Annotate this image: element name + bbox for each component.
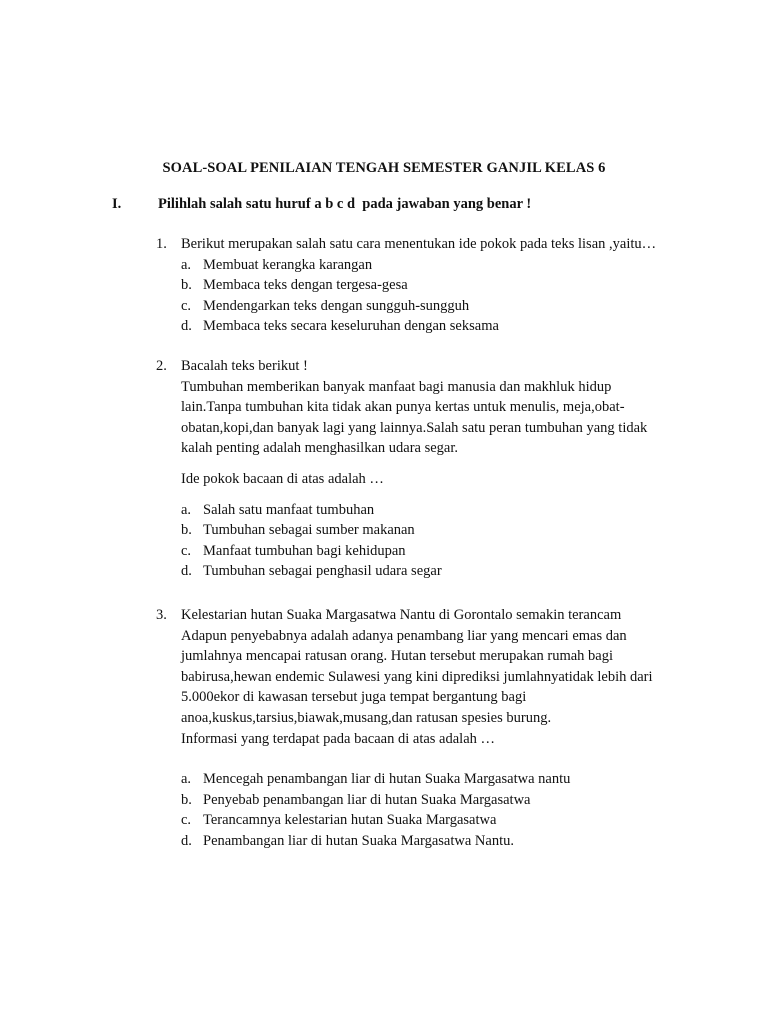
- question-number: 2.: [156, 358, 167, 374]
- section-number: I.: [112, 196, 122, 212]
- option-b[interactable]: [181, 790, 676, 811]
- option-c[interactable]: [181, 810, 676, 831]
- passage-line: Tumbuhan memberikan banyak manfaat bagi manusia dan makhluk hidup: [181, 378, 612, 395]
- option-text: Manfaat tumbuhan bagi kehidupan: [203, 542, 406, 559]
- question-2: [156, 356, 676, 582]
- question-body: [181, 356, 676, 500]
- option-text: Penyebab penambangan liar di hutan Suaka Margasatwa: [203, 791, 531, 808]
- option-letter: a.: [181, 256, 192, 273]
- question-text: Bacalah teks berikut !: [181, 358, 308, 374]
- passage-line: babirusa,hewan endemic Sulawesi yang kini diprediksi jumlahnyatidak lebih dari: [181, 668, 653, 685]
- passage-line: anoa,kuskus,tarsius,biawak,musang,dan ratusan spesies burung.: [181, 709, 552, 726]
- question-3: [156, 605, 676, 852]
- passage-line: jumlahnya mencapai ratusan orang. Hutan tersebut merupakan rumah bagi: [181, 648, 614, 665]
- question-prompt: Ide pokok bacaan di atas adalah …: [181, 470, 384, 487]
- passage-line: Kelestarian hutan Suaka Margasatwa Nantu di Gorontalo semakin terancam: [181, 607, 622, 623]
- option-d[interactable]: [181, 561, 676, 582]
- question-body: [181, 605, 676, 769]
- section-instruction: Pilihlah salah satu huruf a b c d pada jawaban yang benar !: [158, 196, 532, 212]
- answer-options: [181, 769, 676, 851]
- option-letter: d.: [181, 563, 192, 580]
- option-d[interactable]: [181, 831, 676, 852]
- option-c[interactable]: [181, 541, 676, 562]
- option-letter: a.: [181, 771, 192, 788]
- option-text: Penambangan liar di hutan Suaka Margasatwa Nantu.: [203, 832, 514, 849]
- passage-line: lain.Tanpa tumbuhan kita tidak akan punya kertas untuk menulis, meja,obat-: [181, 399, 625, 416]
- option-text: Membuat kerangka karangan: [203, 256, 373, 273]
- question-text: Berikut merupakan salah satu cara menentukan ide pokok pada teks lisan ,yaitu…: [181, 236, 657, 252]
- option-a[interactable]: [181, 769, 676, 790]
- option-letter: a.: [181, 501, 192, 518]
- question-body: [181, 234, 676, 255]
- option-letter: b.: [181, 791, 192, 808]
- option-text: Membaca teks dengan tergesa-gesa: [203, 277, 408, 294]
- option-letter: c.: [181, 542, 192, 559]
- passage-line: obatan,kopi,dan banyak lagi yang lainnya.Salah satu peran tumbuhan yang tidak: [181, 419, 648, 436]
- passage-line: Adapun penyebabnya adalah adanya penambang liar yang mencari emas dan: [181, 627, 627, 644]
- option-b[interactable]: [181, 520, 676, 541]
- answer-options: [181, 255, 676, 337]
- question-prompt: Informasi yang terdapat pada bacaan di atas adalah …: [181, 730, 496, 747]
- option-text: Salah satu manfaat tumbuhan: [203, 501, 375, 518]
- option-letter: b.: [181, 522, 192, 539]
- option-b[interactable]: [181, 275, 676, 296]
- answer-options: [181, 500, 676, 582]
- option-a[interactable]: [181, 255, 676, 276]
- option-letter: c.: [181, 812, 192, 829]
- option-c[interactable]: [181, 296, 676, 317]
- option-text: Terancamnya kelestarian hutan Suaka Margasatwa: [203, 812, 497, 829]
- option-text: Tumbuhan sebagai sumber makanan: [203, 522, 415, 539]
- option-text: Mendengarkan teks dengan sungguh-sungguh: [203, 297, 470, 314]
- question-number: 3.: [156, 607, 167, 623]
- option-letter: d.: [181, 832, 192, 849]
- option-text: Mencegah penambangan liar di hutan Suaka Margasatwa nantu: [203, 771, 571, 788]
- passage-line: kalah penting adalah menghasilkan udara segar.: [181, 440, 459, 457]
- option-d[interactable]: [181, 316, 676, 337]
- option-a[interactable]: [181, 500, 676, 521]
- page-title: SOAL-SOAL PENILAIAN TENGAH SEMESTER GANJIL KELAS 6: [162, 160, 606, 176]
- option-letter: d.: [181, 318, 192, 335]
- passage-line: 5.000ekor di kawasan tersebut juga tempat bergantung bagi: [181, 689, 527, 706]
- question-1: [156, 234, 676, 337]
- question-number: 1.: [156, 236, 167, 252]
- option-letter: c.: [181, 297, 192, 314]
- option-letter: b.: [181, 277, 192, 294]
- option-text: Tumbuhan sebagai penghasil udara segar: [203, 563, 442, 580]
- option-text: Membaca teks secara keseluruhan dengan seksama: [203, 318, 499, 335]
